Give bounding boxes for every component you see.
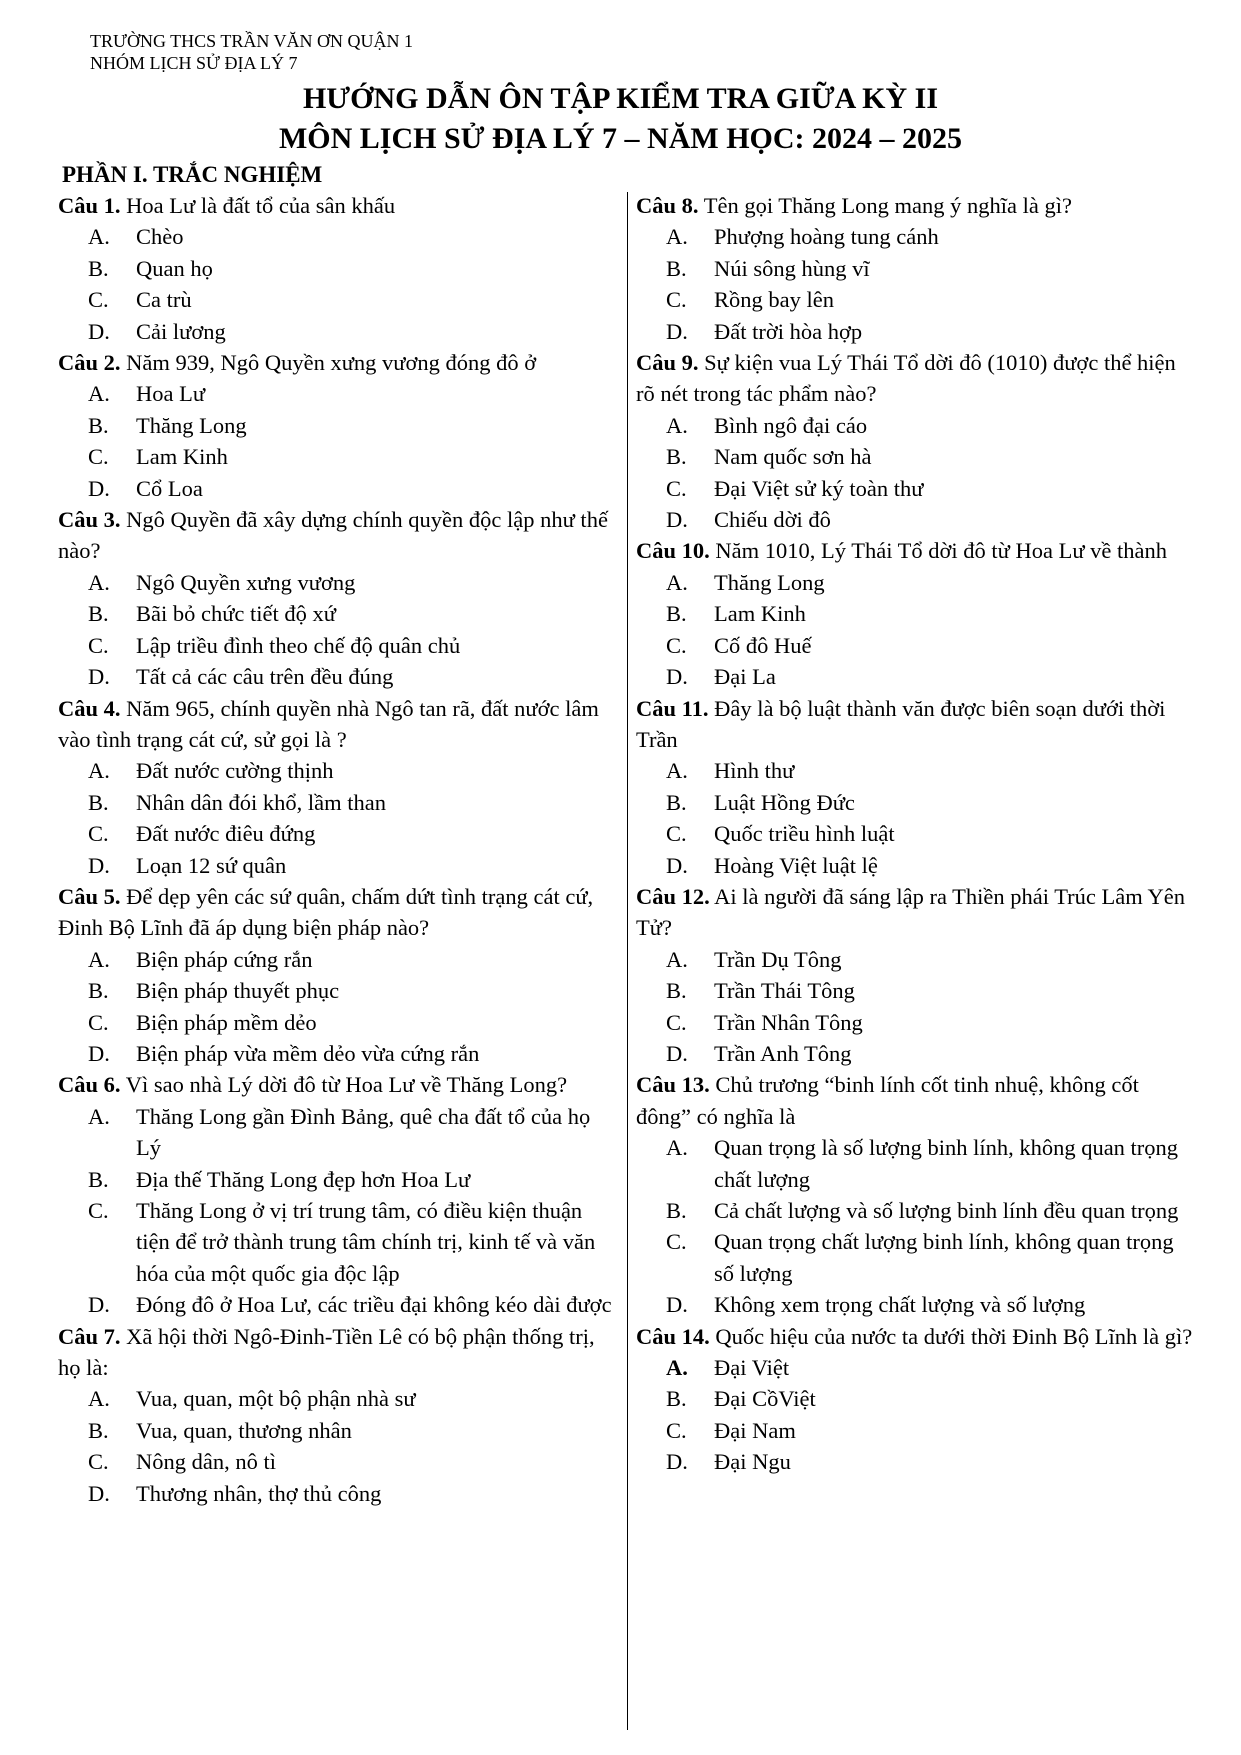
answer-option (58, 410, 618, 441)
option-text: Trần Anh Tông (714, 1040, 852, 1066)
question-stem: Xã hội thời Ngô-Đinh-Tiền Lê có bộ phận thống trị, họ là: (58, 1323, 595, 1381)
subject-group: NHÓM LỊCH SỬ ĐỊA LÝ 7 (90, 53, 298, 73)
option-text: Đại Việt (714, 1355, 790, 1381)
question-number: Câu 4. (58, 695, 121, 721)
option-text: Đất nước điêu đứng (136, 821, 316, 847)
answer-option (636, 504, 1196, 535)
answer-option (58, 975, 618, 1006)
option-text: Lập triều đình theo chế độ quân chủ (136, 632, 461, 658)
option-text: Lam Kinh (136, 444, 228, 470)
option-letter: B. (666, 601, 687, 627)
question-text (58, 347, 618, 378)
answer-option (58, 1415, 618, 1446)
question-stem: Tên gọi Thăng Long mang ý nghĩa là gì? (698, 193, 1072, 218)
question-text (636, 1321, 1196, 1352)
option-text: Biện pháp mềm dẻo (136, 1009, 317, 1035)
answer-option (636, 1446, 1196, 1477)
question-text (58, 693, 618, 756)
option-text: Thăng Long (714, 569, 825, 595)
answer-option (636, 410, 1196, 441)
answer-option (58, 787, 618, 818)
option-letter: A. (666, 1355, 688, 1381)
question-right-2 (636, 347, 1196, 535)
question-number: Câu 5. (58, 883, 121, 909)
option-letter: C. (88, 444, 109, 470)
option-letter: D. (666, 318, 688, 344)
option-text: Hoàng Việt luật lệ (714, 852, 878, 878)
option-text: Vua, quan, một bộ phận nhà sư (136, 1386, 416, 1412)
answer-option (58, 944, 618, 975)
option-text: Thương nhân, thợ thủ công (136, 1480, 382, 1506)
option-letter: A. (88, 569, 110, 595)
document-title: HƯỚNG DẪN ÔN TẬP KIỂM TRA GIỮA KỲ II (302, 82, 939, 115)
option-letter: A. (666, 412, 688, 438)
option-text: Đại Việt sử ký toàn thư (714, 475, 924, 501)
answer-option (636, 441, 1196, 472)
answer-option (636, 1007, 1196, 1038)
question-text (58, 504, 618, 567)
option-letter: C. (666, 1229, 687, 1255)
question-stem: Năm 965, chính quyền nhà Ngô tan rã, đất nước lâm vào tình trạng cát cứ, sử gọi là ? (58, 695, 599, 752)
question-text (636, 881, 1196, 944)
answer-option (58, 1446, 618, 1477)
option-letter: C. (666, 287, 687, 313)
option-text: Ca trù (136, 287, 192, 313)
question-text (636, 535, 1196, 566)
answer-option (58, 818, 618, 849)
answer-option (636, 253, 1196, 284)
question-left-3 (58, 504, 618, 692)
answer-option (58, 1164, 618, 1195)
option-letter: A. (88, 224, 110, 250)
answer-option (636, 630, 1196, 661)
question-text (58, 1321, 618, 1384)
answer-option (636, 975, 1196, 1006)
option-text: Bãi bỏ chức tiết độ xứ (136, 601, 336, 627)
question-stem: Sự kiện vua Lý Thái Tổ dời đô (1010) được thể hiện rõ nét trong tác phẩm nào? (636, 350, 1176, 407)
option-text: Thăng Long ở vị trí trung tâm, có điều kiện thuận tiện để trở thành trung tâm chính trị, kinh tế và văn hóa của một quốc gia độc lập (136, 1198, 596, 1286)
question-left-4 (58, 693, 618, 881)
option-text: Đại CồViệt (714, 1386, 816, 1412)
answer-option (58, 755, 618, 786)
answer-option (636, 787, 1196, 818)
option-text: Nam quốc sơn hà (714, 444, 872, 470)
option-letter: D. (666, 1292, 688, 1318)
question-stem: Chủ trương “binh lính cốt tinh nhuệ, không cốt đông” có nghĩa là (636, 1072, 1139, 1129)
answer-option (636, 1415, 1196, 1446)
question-text (636, 693, 1196, 756)
option-letter: C. (666, 632, 687, 658)
option-text: Đất nước cường thịnh (136, 758, 334, 784)
option-letter: D. (88, 1292, 110, 1318)
option-letter: D. (88, 318, 110, 344)
answer-option (58, 1007, 618, 1038)
question-stem: Vì sao nhà Lý dời đô từ Hoa Lư về Thăng Long? (120, 1072, 568, 1098)
question-right-3 (636, 535, 1196, 692)
option-text: Nông dân, nô tì (136, 1449, 276, 1475)
option-text: Rồng bay lên (714, 287, 834, 313)
option-text: Cổ Loa (136, 475, 203, 501)
answer-option (636, 1038, 1196, 1069)
answer-option (58, 316, 618, 347)
question-number: Câu 3. (58, 507, 121, 533)
option-letter: A. (666, 569, 688, 595)
question-right-1 (636, 190, 1196, 347)
question-stem: Ngô Quyền đã xây dựng chính quyền độc lập như thế nào? (58, 507, 608, 564)
question-left-2 (58, 347, 618, 504)
question-left-1 (58, 190, 618, 347)
answer-option (58, 850, 618, 881)
option-letter: B. (88, 412, 109, 438)
option-text: Đại Nam (714, 1417, 796, 1443)
question-left-7 (58, 1321, 618, 1509)
option-letter: D. (666, 664, 688, 690)
option-letter: B. (88, 789, 109, 815)
answer-option (58, 598, 618, 629)
question-text (58, 881, 618, 944)
question-text (58, 1069, 618, 1100)
option-letter: A. (666, 1135, 688, 1161)
answer-option (636, 1383, 1196, 1414)
question-number: Câu 2. (58, 350, 121, 376)
question-number: Câu 9. (636, 350, 699, 376)
option-letter: A. (88, 946, 110, 972)
option-text: Chiếu dời đô (714, 507, 831, 533)
option-text: Biện pháp vừa mềm dẻo vừa cứng rắn (136, 1040, 480, 1066)
question-stem: Để dẹp yên các sứ quân, chấm dứt tình trạng cát cứ, Đinh Bộ Lĩnh đã áp dụng biện pháp nào? (58, 883, 594, 941)
option-text: Chèo (136, 224, 184, 250)
section-heading: PHẦN I. TRẮC NGHIỆM (62, 162, 323, 187)
option-text: Ngô Quyền xưng vương (136, 569, 356, 595)
answer-option (636, 221, 1196, 252)
answer-option (636, 850, 1196, 881)
question-number: Câu 8. (636, 193, 699, 218)
question-stem: Năm 939, Ngô Quyền xưng vương đóng đô ở (120, 350, 537, 376)
option-text: Núi sông hùng vĩ (714, 255, 870, 281)
option-letter: A. (88, 1386, 110, 1412)
option-text: Trần Dụ Tông (714, 946, 842, 972)
question-left-6 (58, 1069, 618, 1320)
option-text: Luật Hồng Đức (714, 789, 855, 815)
option-letter: D. (88, 475, 110, 501)
option-text: Quốc triều hình luật (714, 821, 895, 847)
option-text: Cố đô Huế (714, 632, 812, 658)
option-letter: C. (88, 287, 109, 313)
option-letter: A. (88, 758, 110, 784)
option-letter: D. (88, 1480, 110, 1506)
option-letter: B. (666, 1386, 687, 1412)
option-letter: D. (666, 1449, 688, 1475)
option-letter: C. (88, 1449, 109, 1475)
option-text: Đóng đô ở Hoa Lư, các triều đại không kéo dài được (136, 1292, 612, 1318)
option-letter: A. (88, 381, 110, 407)
answer-option (58, 630, 618, 661)
option-text: Hình thư (714, 758, 795, 784)
answer-option (636, 1195, 1196, 1226)
option-text: Biện pháp cứng rắn (136, 946, 313, 972)
option-text: Đất trời hòa hợp (714, 318, 863, 344)
question-stem: Đây là bộ luật thành văn được biên soạn dưới thời Trần (636, 695, 1166, 752)
answer-option (58, 567, 618, 598)
option-text: Phượng hoàng tung cánh (714, 224, 939, 250)
question-number: Câu 1. (58, 193, 121, 218)
answer-option (58, 473, 618, 504)
answer-option (58, 1195, 618, 1289)
option-letter: C. (666, 821, 687, 847)
option-letter: C. (88, 1198, 109, 1223)
answer-option (58, 253, 618, 284)
option-letter: B. (88, 978, 109, 1004)
question-number: Câu 13. (636, 1072, 710, 1098)
answer-option (636, 944, 1196, 975)
option-letter: A. (666, 946, 688, 972)
school-name: TRƯỜNG THCS TRẦN VĂN ƠN QUẬN 1 (90, 31, 413, 51)
answer-option (636, 1289, 1196, 1320)
option-text: Địa thế Thăng Long đẹp hơn Hoa Lư (136, 1166, 471, 1192)
answer-option (58, 1289, 618, 1320)
option-text: Không xem trọng chất lượng và số lượng (714, 1292, 1086, 1318)
option-text: Thăng Long (136, 412, 247, 438)
option-letter: C. (88, 1009, 109, 1035)
question-stem: Quốc hiệu của nước ta dưới thời Đinh Bộ Lĩnh là gì? (709, 1323, 1193, 1349)
answer-option (636, 818, 1196, 849)
option-letter: B. (666, 444, 687, 470)
question-number: Câu 12. (636, 883, 710, 909)
column-divider (627, 192, 628, 1730)
option-text: Quan trọng chất lượng binh lính, không quan trọng số lượng (714, 1229, 1174, 1286)
option-text: Thăng Long gần Đình Bảng, quê cha đất tổ của họ Lý (136, 1103, 591, 1161)
answer-option (58, 661, 618, 692)
option-letter: C. (88, 821, 109, 847)
option-text: Vua, quan, thương nhân (136, 1417, 352, 1443)
answer-option (636, 1352, 1196, 1383)
question-right-6 (636, 1069, 1196, 1320)
answer-option (58, 378, 618, 409)
question-number: Câu 7. (58, 1323, 121, 1349)
option-text: Loạn 12 sứ quân (136, 852, 287, 878)
option-text: Đại Ngu (714, 1449, 791, 1475)
answer-option (58, 1478, 618, 1509)
option-letter: A. (666, 224, 688, 250)
question-stem: Ai là người đã sáng lập ra Thiền phái Trúc Lâm Yên Tử? (636, 883, 1186, 941)
question-right-4 (636, 693, 1196, 881)
option-text: Cải lương (136, 318, 226, 344)
answer-option (636, 284, 1196, 315)
question-stem: Năm 1010, Lý Thái Tổ dời đô từ Hoa Lư về thành (709, 538, 1168, 564)
question-right-5 (636, 881, 1196, 1069)
option-letter: B. (666, 255, 687, 281)
option-text: Tất cả các câu trên đều đúng (136, 664, 394, 690)
question-number: Câu 14. (636, 1323, 710, 1349)
option-text: Đại La (714, 664, 776, 690)
answer-option (636, 598, 1196, 629)
answer-option (58, 1038, 618, 1069)
document-subtitle: MÔN LỊCH SỬ ĐỊA LÝ 7 – NĂM HỌC: 2024 – 2025 (278, 122, 963, 155)
answer-option (636, 567, 1196, 598)
option-letter: B. (88, 255, 109, 281)
option-text: Nhân dân đói khổ, lầm than (136, 789, 386, 815)
option-text: Cả chất lượng và số lượng binh lính đều quan trọng (714, 1198, 1179, 1223)
answer-option (636, 661, 1196, 692)
option-letter: D. (666, 852, 688, 878)
option-letter: D. (88, 664, 110, 690)
option-letter: C. (88, 632, 109, 658)
option-text: Quan họ (136, 255, 213, 281)
answer-option (636, 755, 1196, 786)
option-letter: D. (88, 1040, 110, 1066)
option-text: Lam Kinh (714, 601, 806, 627)
option-letter: C. (666, 475, 687, 501)
option-text: Quan trọng là số lượng binh lính, không quan trọng chất lượng (714, 1135, 1179, 1192)
answer-option (636, 1226, 1196, 1289)
option-letter: A. (88, 1103, 110, 1129)
option-letter: C. (666, 1417, 687, 1443)
answer-option (58, 284, 618, 315)
question-number: Câu 10. (636, 538, 710, 564)
question-text (636, 1069, 1196, 1132)
answer-option (58, 221, 618, 252)
school-header (90, 30, 413, 74)
left-column (58, 190, 618, 1509)
option-letter: B. (88, 601, 109, 627)
option-text: Biện pháp thuyết phục (136, 978, 340, 1004)
option-text: Bình ngô đại cáo (714, 412, 868, 438)
answer-option (58, 1101, 618, 1164)
option-letter: B. (88, 1166, 109, 1192)
question-text (58, 190, 618, 221)
option-letter: B. (666, 1198, 687, 1223)
question-number: Câu 11. (636, 695, 709, 721)
answer-option (636, 473, 1196, 504)
right-column (636, 190, 1196, 1478)
option-text: Hoa Lư (136, 381, 206, 407)
question-text (636, 347, 1196, 410)
option-letter: A. (666, 758, 688, 784)
question-stem: Hoa Lư là đất tổ của sân khấu (120, 193, 396, 218)
option-letter: D. (666, 507, 688, 533)
answer-option (636, 316, 1196, 347)
option-text: Trần Thái Tông (714, 978, 855, 1004)
option-text: Trần Nhân Tông (714, 1009, 863, 1035)
answer-option (636, 1132, 1196, 1195)
option-letter: B. (88, 1417, 109, 1443)
option-letter: B. (666, 789, 687, 815)
option-letter: B. (666, 978, 687, 1004)
question-right-7 (636, 1321, 1196, 1478)
question-text (636, 190, 1196, 221)
answer-option (58, 1383, 618, 1414)
question-number: Câu 6. (58, 1072, 121, 1098)
option-letter: D. (88, 852, 110, 878)
answer-option (58, 441, 618, 472)
question-left-5 (58, 881, 618, 1069)
option-letter: C. (666, 1009, 687, 1035)
option-letter: D. (666, 1040, 688, 1066)
